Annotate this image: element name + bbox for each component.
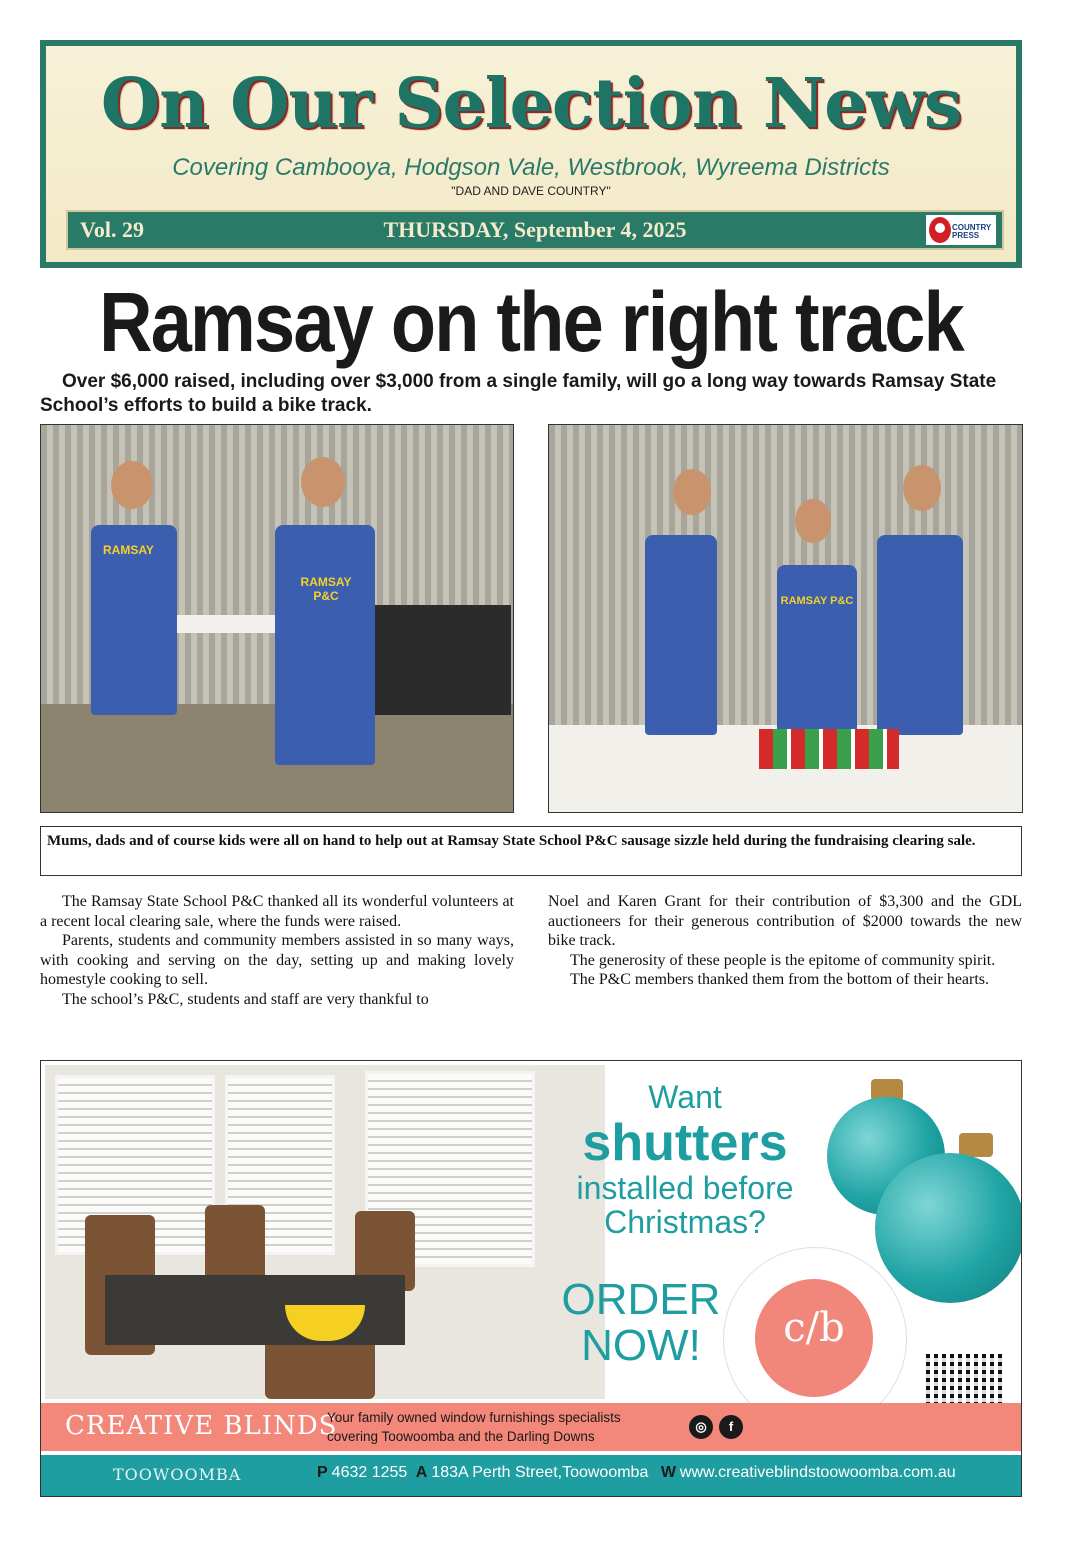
advert-line-2: shutters bbox=[582, 1114, 788, 1172]
advert-line-1: Want bbox=[648, 1079, 722, 1115]
tagline-line-2: covering Toowoomba and the Darling Downs bbox=[327, 1429, 595, 1444]
apron-text: RAMSAY P&C bbox=[780, 595, 854, 607]
soft-drink-cans bbox=[759, 729, 899, 769]
order-now-text bbox=[561, 1277, 721, 1369]
apron-text-left: RAMSAY bbox=[103, 543, 154, 557]
country-press-logo bbox=[926, 215, 996, 245]
apron-text-right: RAMSAY P&C bbox=[300, 575, 352, 603]
badge-monogram: c/b bbox=[783, 1305, 845, 1351]
newspaper-subtitle: Covering Cambooya, Hodgson Vale, Westbrook, Wyreema Districts bbox=[172, 154, 890, 181]
volume-number: Vol. 29 bbox=[80, 217, 144, 242]
article-headline: Ramsay on the right track bbox=[99, 275, 963, 369]
instagram-icon[interactable]: ◎ bbox=[689, 1415, 713, 1439]
paragraph: The Ramsay State School P&C thanked all its wonderful volunteers at a recent local clearing sale, where the funds were raised. bbox=[40, 893, 514, 930]
advert-dining-room-photo bbox=[45, 1065, 605, 1399]
issue-bar bbox=[66, 210, 1004, 250]
article-column-1 bbox=[40, 892, 514, 1009]
article-column-2 bbox=[548, 892, 1022, 990]
paragraph: The school’s P&C, students and staff are very thankful to bbox=[62, 990, 429, 1008]
creative-blinds-advert bbox=[40, 1060, 1022, 1497]
advert-contact-band bbox=[41, 1455, 1021, 1497]
advert-brand-band bbox=[41, 1403, 1021, 1451]
now-word: NOW! bbox=[581, 1321, 701, 1370]
photo-sausage-sizzle-women bbox=[548, 424, 1023, 813]
brand-name: CREATIVE BLINDS bbox=[65, 1411, 338, 1441]
paragraph: The generosity of these people is the epitome of community spirit. bbox=[570, 951, 996, 969]
phone-number[interactable]: 4632 1255 bbox=[331, 1464, 408, 1481]
newspaper-tagline: "DAD AND DAVE COUNTRY" bbox=[451, 184, 611, 198]
photo-sausage-sizzle-men bbox=[40, 424, 514, 813]
website-link[interactable]: www.creativeblindstoowoomba.com.au bbox=[679, 1464, 956, 1481]
tagline-line-1: Your family owned window furnishings specialists bbox=[327, 1410, 621, 1425]
article-standfirst: Over $6,000 raised, including over $3,000 from a single family, will go a long way towards Ramsay State School’s efforts to build a bike track. bbox=[40, 371, 997, 416]
advert-line-3: installed before bbox=[576, 1170, 794, 1206]
web-label: W bbox=[660, 1464, 676, 1481]
press-logo-text: COUNTRY PRESS bbox=[952, 223, 992, 240]
paragraph: The P&C members thanked them from the bottom of their hearts. bbox=[570, 971, 990, 988]
masthead bbox=[40, 40, 1022, 268]
order-word: ORDER bbox=[561, 1275, 721, 1324]
photo-caption: Mums, dads and of course kids were all on hand to help out at Ramsay State School P&C sausage sizzle held during the fundraising clearing sale. bbox=[40, 826, 1022, 876]
brand-tagline bbox=[327, 1408, 621, 1446]
address-label: A bbox=[415, 1464, 428, 1481]
street-address: 183A Perth Street,Toowoomba bbox=[431, 1464, 649, 1481]
newspaper-title: On Our Selection News bbox=[100, 64, 962, 144]
phone-label: P bbox=[317, 1464, 328, 1481]
paragraph: Noel and Karen Grant for their contribution of $3,300 and the GDL auctioneers for their generous contribution of $2000 towards the new bike track. bbox=[548, 893, 1022, 949]
advert-headline bbox=[561, 1079, 809, 1239]
creative-blinds-badge bbox=[723, 1247, 905, 1429]
paragraph: Parents, students and community members assisted in so many ways, with cooking and serving on the day, setting up and making lovely homestyle cooking to sell. bbox=[40, 932, 514, 988]
brand-town: TOOWOOMBA bbox=[113, 1465, 242, 1484]
advert-line-4: Christmas? bbox=[604, 1204, 766, 1240]
facebook-icon[interactable]: f bbox=[719, 1415, 743, 1439]
issue-date: THURSDAY, September 4, 2025 bbox=[383, 217, 687, 242]
contact-details bbox=[317, 1464, 956, 1482]
